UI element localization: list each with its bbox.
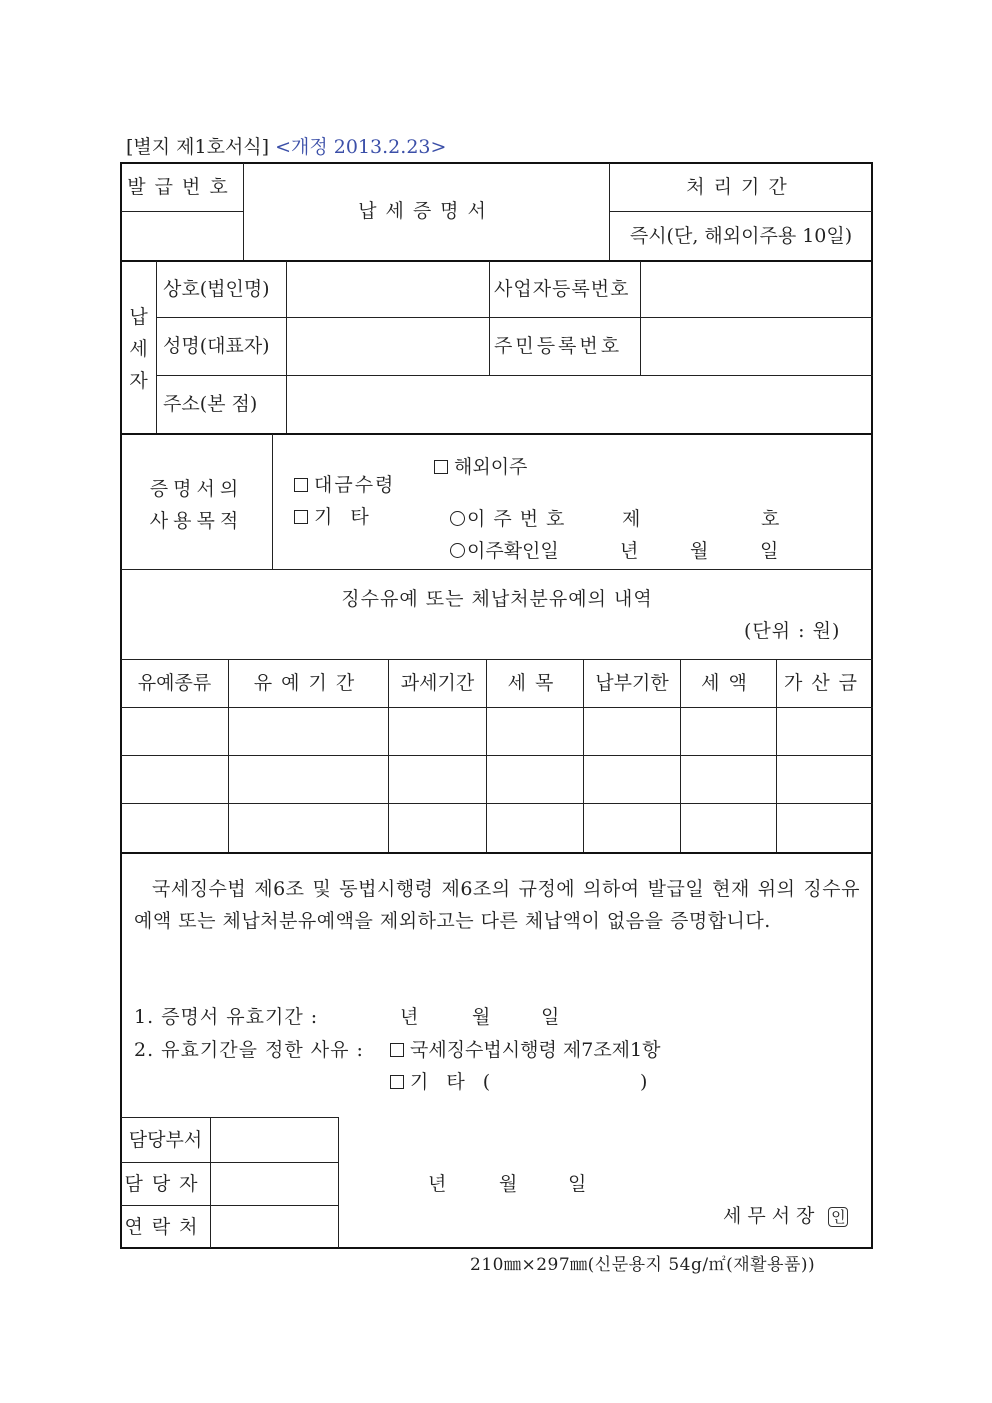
person-in-charge-label: 담당자 [124, 1173, 207, 1195]
purpose-option-emigration[interactable]: 해외이주 [434, 455, 527, 479]
emigration-date-year: 년 [620, 540, 639, 562]
column-header: 납부기한 [595, 672, 669, 694]
representative-name-label: 성명(대표자) [163, 335, 270, 357]
checkbox-icon [294, 478, 308, 492]
deferral-section-title: 징수유예 또는 체납처분유예의 내역 [341, 588, 653, 610]
checkbox-icon [434, 460, 448, 474]
contact-label: 연락처 [124, 1216, 207, 1238]
column-header: 과세기간 [400, 672, 475, 694]
table-row[interactable] [121, 708, 873, 755]
address-field[interactable] [288, 377, 871, 432]
contact-field[interactable] [212, 1207, 337, 1247]
address-label: 주소(본 점) [163, 393, 258, 415]
emigration-date-month: 월 [690, 540, 709, 562]
processing-period-value: 즉시(단, 해외이주용 10일) [629, 225, 853, 247]
issue-date-month: 월 [499, 1173, 518, 1195]
purpose-option-other[interactable]: 기 타 [294, 505, 375, 529]
emigration-number-prefix: 제 [622, 508, 641, 530]
column-header: 가산금 [783, 672, 867, 694]
validity-reason-label: 2. 유효기간을 정한 사유 : [134, 1039, 364, 1061]
representative-name-field[interactable] [288, 319, 487, 374]
reason-other-close: ) [640, 1071, 648, 1093]
company-name-field[interactable] [288, 263, 487, 316]
column-header: 세목 [507, 672, 563, 694]
emigration-number-suffix: 호 [761, 508, 780, 530]
certification-text: 국세징수법 제6조 및 동법시행령 제6조의 규정에 의하여 발급일 현재 위의 징수유예액 또는 체납처분유예액을 제외하고는 다른 체납액이 없음을 증명합니다. [134, 878, 860, 932]
purpose-option-payment[interactable]: 대금수령 [294, 473, 395, 497]
document-title: 납세증명서 [358, 200, 495, 222]
person-in-charge-field[interactable] [212, 1164, 337, 1204]
company-name-label: 상호(법인명) [163, 278, 270, 300]
table-row[interactable] [121, 756, 873, 803]
seal-mark: 인 [828, 1207, 848, 1227]
validity-year: 년 [400, 1006, 419, 1028]
resident-registration-field[interactable] [642, 319, 871, 374]
business-registration-label: 사업자등록번호 [494, 278, 630, 300]
reason-option-statute[interactable]: 국세징수법시행령 제7조제1항 [390, 1038, 660, 1062]
issue-number-field[interactable] [122, 213, 242, 259]
circle-bullet-icon [450, 543, 465, 558]
department-label: 담당부서 [128, 1129, 203, 1151]
department-field[interactable] [212, 1119, 337, 1161]
column-header: 유예기간 [253, 672, 364, 694]
circle-bullet-icon [450, 511, 465, 526]
form-number-label: [별지 제1호서식] <개정 2013.2.23> [126, 136, 447, 158]
issue-date-day: 일 [568, 1173, 587, 1195]
checkbox-icon [294, 510, 308, 524]
processing-period-label: 처리기간 [686, 176, 796, 198]
column-header: 유예종류 [137, 672, 212, 694]
validity-month: 월 [472, 1006, 491, 1028]
reason-option-other[interactable]: 기 타 ( [390, 1070, 496, 1094]
unit-label: (단위 : 원) [744, 620, 841, 642]
revision-note: <개정 2013.2.23> [275, 136, 447, 158]
issue-number-label: 발급번호 [127, 176, 237, 198]
checkbox-icon [390, 1075, 404, 1089]
emigration-date-row: 이주확인일 [450, 539, 559, 563]
business-registration-field[interactable] [642, 263, 871, 316]
paper-specification: 210㎜×297㎜(신문용지 54g/㎡(재활용품)) [470, 1255, 816, 1275]
validity-day: 일 [541, 1006, 560, 1028]
table-row[interactable] [121, 804, 873, 852]
resident-registration-label: 주민등록번호 [494, 335, 623, 357]
issue-date-year: 년 [428, 1173, 447, 1195]
checkbox-icon [390, 1043, 404, 1057]
emigration-number-row: 이주번호 [450, 507, 572, 531]
validity-period-label: 1. 증명서 유효기간 : [134, 1006, 319, 1028]
column-header: 세액 [701, 672, 756, 694]
taxpayer-side-label: 납 세 자 [129, 306, 148, 392]
emigration-date-day: 일 [760, 540, 779, 562]
purpose-label: 증명서의 사용목적 [149, 478, 244, 532]
issuer-signature: 세무서장 인 [723, 1204, 848, 1228]
